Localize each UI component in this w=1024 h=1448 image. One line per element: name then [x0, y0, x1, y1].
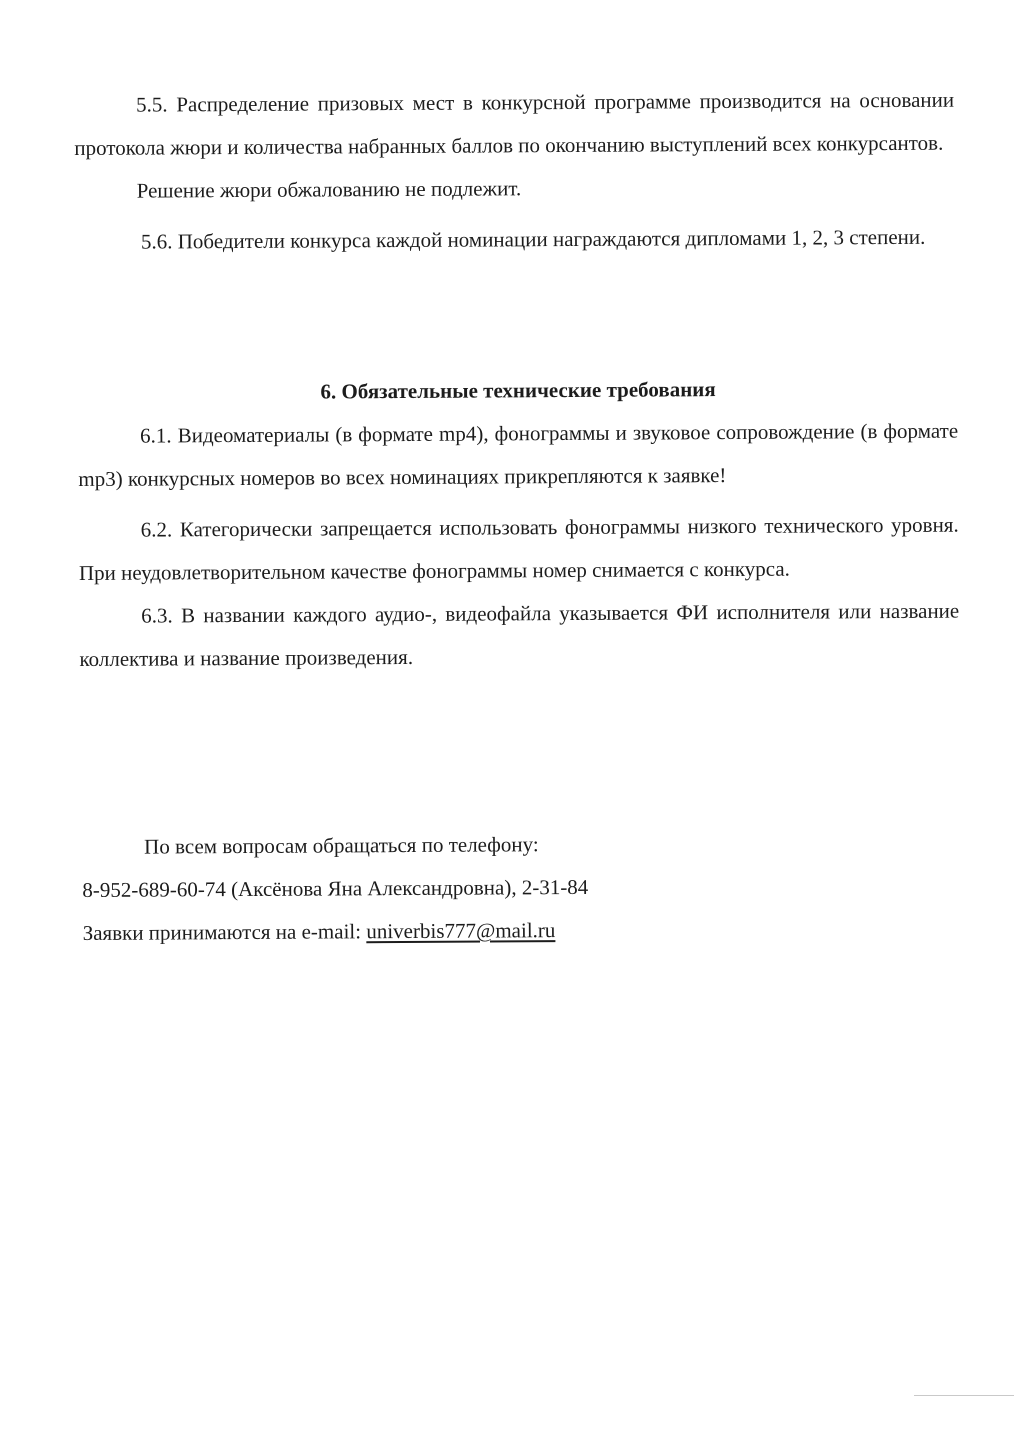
- paragraph-6-3: 6.3. В названии каждого аудио-, видеофайла указывается ФИ исполнителя или название коллектива и название произведения.: [79, 598, 960, 671]
- contact-phone: 8-952-689-60-74 (Аксёнова Яна Александровна), 2-31-84: [82, 874, 589, 902]
- paragraph-5-6: 5.6. Победители конкурса каждой номинации награждаются дипломами 1, 2, 3 степени.: [140, 224, 926, 254]
- paragraph-decision: Решение жюри обжалованию не подлежит.: [136, 176, 522, 203]
- email-link[interactable]: univerbis777@mail.ru: [366, 918, 556, 944]
- paragraph-6-1: 6.1. Видеоматериалы (в формате mp4), фонограммы и звуковое сопровождение (в формате mp3) конкурсных номеров во всех номинациях прикрепляются к заявке!: [78, 418, 959, 491]
- paragraph-6-2: 6.2. Категорически запрещается использовать фонограммы низкого технического уровня. При неудовлетворительном качестве фонограммы номер снимается с конкурса.: [78, 512, 959, 585]
- paragraph-5-5: 5.5. Распределение призовых мест в конкурсной программе производится на основании протокола жюри и количества набранных баллов по окончанию выступлений всех конкурсантов.: [74, 87, 955, 160]
- contact-email-line: [83, 907, 963, 955]
- scan-edge-mark: [914, 1395, 1014, 1396]
- section-5-block: [74, 79, 955, 264]
- section-6-block: [78, 410, 960, 681]
- contact-block: [82, 821, 963, 955]
- section-6-heading: 6. Обязательные технические требования: [320, 377, 716, 404]
- email-label: Заявки принимаются на e-mail:: [82, 919, 367, 945]
- contact-intro: По всем вопросам обращаться по телефону:: [144, 832, 539, 859]
